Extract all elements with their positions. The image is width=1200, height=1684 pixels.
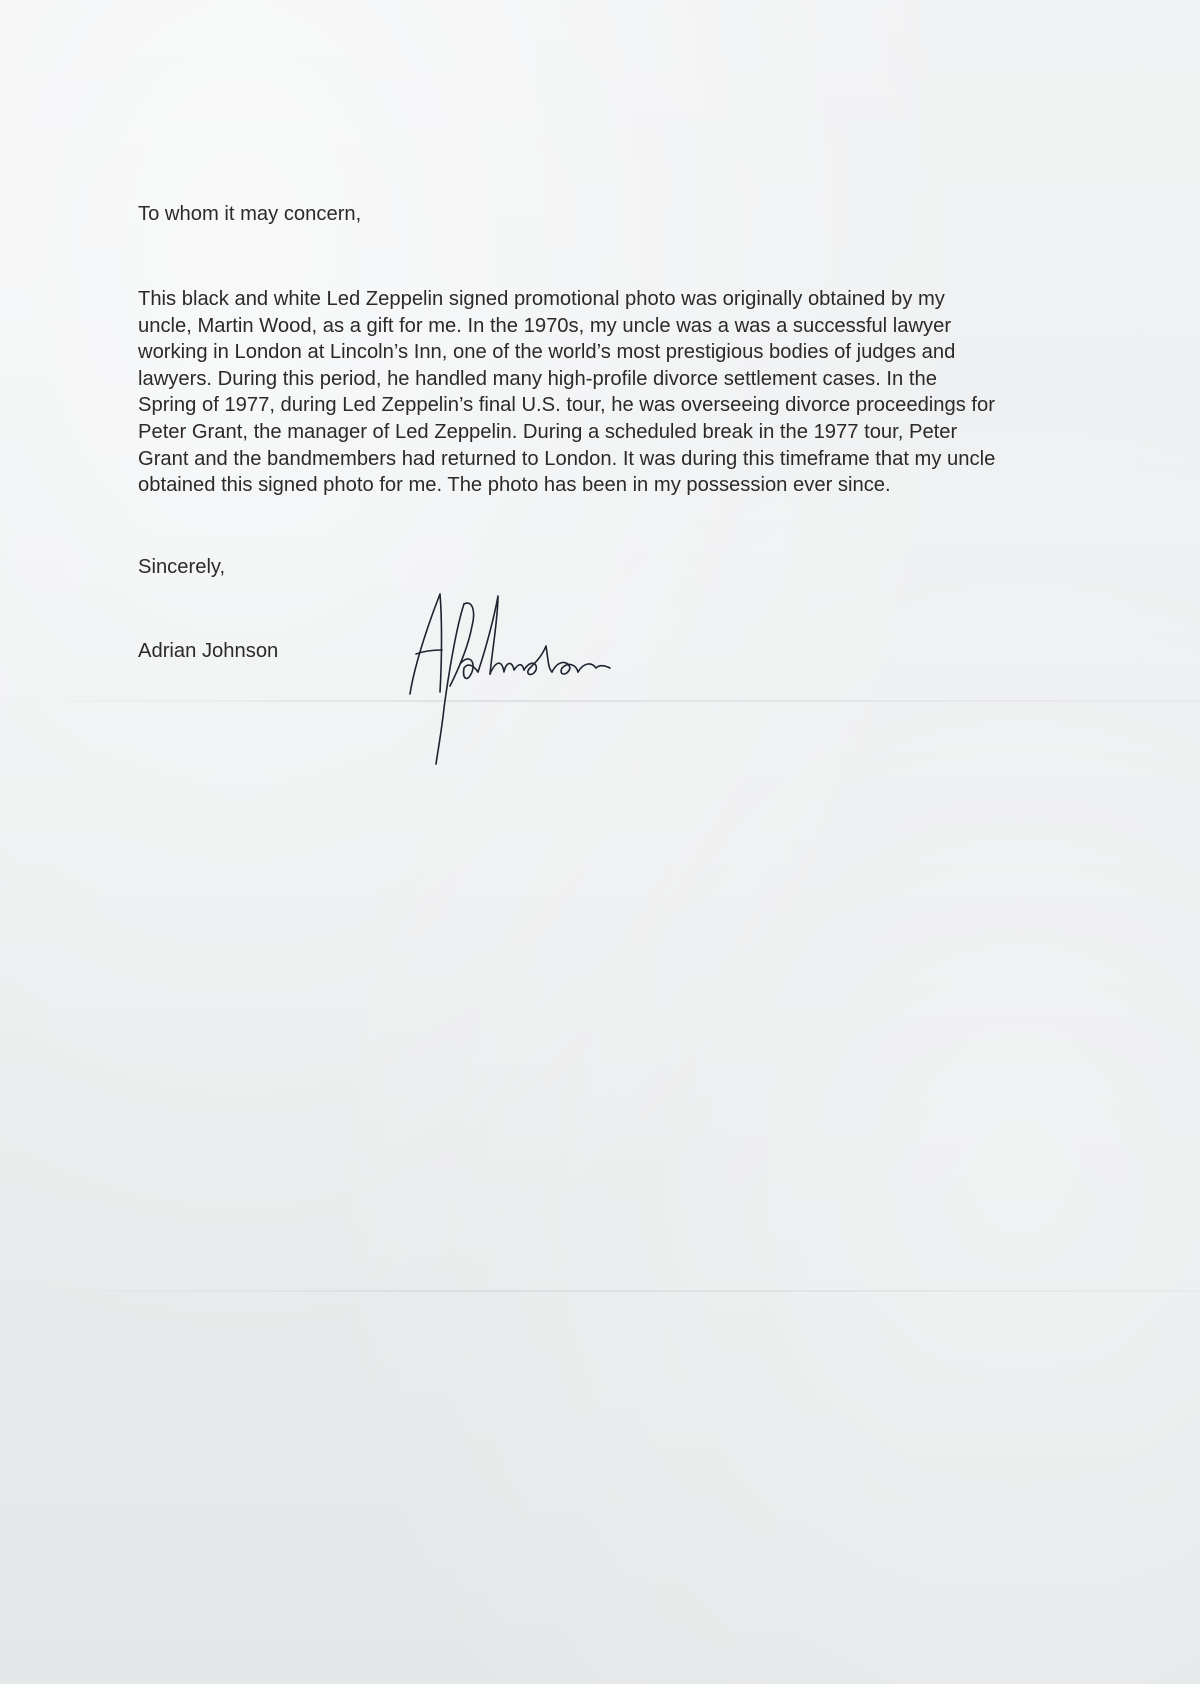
body-line: This black and white Led Zeppelin signed promotional photo was originally obtained by my: [138, 288, 945, 310]
body-line: Peter Grant, the manager of Led Zeppelin. During a scheduled break in the 1977 tour, Peter: [138, 420, 958, 443]
body-line: lawyers. During this period, he handled many high-profile divorce settlement cases. In the: [138, 367, 937, 390]
body-line: uncle, Martin Wood, as a gift for me. In the 1970s, my uncle was a was a successful lawyer: [138, 314, 952, 337]
body-line: Spring of 1977, during Led Zeppelin’s final U.S. tour, he was overseeing divorce proceedings for: [138, 394, 995, 417]
body-line: working in London at Lincoln’s Inn, one of the world’s most prestigious bodies of judges and: [138, 341, 956, 364]
body-line: Grant and the bandmembers had returned to London. It was during this timeframe that my uncle: [138, 447, 996, 470]
letter-body: [138, 286, 995, 499]
closing: Sincerely,: [138, 556, 226, 578]
body-line: obtained this signed photo for me. The photo has been in my possession ever since.: [138, 474, 891, 497]
paper-crease: [0, 1290, 1200, 1292]
signatory-name: Adrian Johnson: [138, 640, 279, 662]
salutation: To whom it may concern,: [138, 203, 362, 225]
handwritten-signature: [402, 588, 662, 768]
